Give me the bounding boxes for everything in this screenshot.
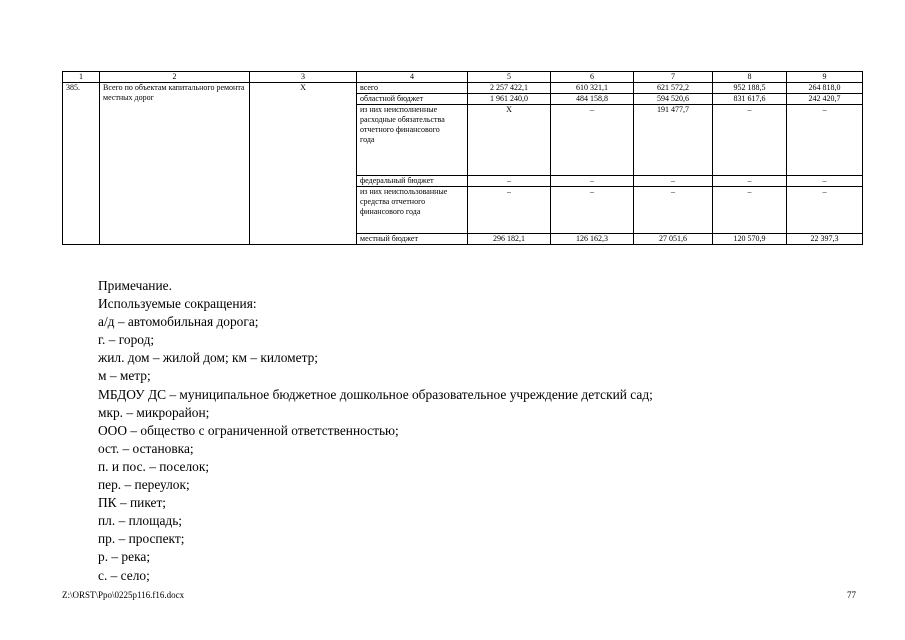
value-cell: 242 420,7 xyxy=(787,94,863,105)
budget-table xyxy=(62,71,863,245)
table-header-row xyxy=(63,72,863,83)
funding-label-cell: областной бюджет xyxy=(357,94,468,105)
value-cell: 1 961 240,0 xyxy=(468,94,551,105)
abbreviations-notes xyxy=(98,277,858,585)
column-header: 9 xyxy=(787,72,863,83)
note-line: м – метр; xyxy=(98,368,151,384)
value-cell: – xyxy=(634,187,713,234)
note-heading: Примечание. xyxy=(98,278,172,293)
value-cell: 610 321,1 xyxy=(551,83,634,94)
note-line: р. – река; xyxy=(98,549,151,565)
funding-label-cell: из них неисполненные расходные обязательства отчетного финансового года xyxy=(357,105,468,176)
col3-cell: Х xyxy=(250,83,357,245)
column-header: 2 xyxy=(100,72,250,83)
footer-page-number: 77 xyxy=(847,590,856,600)
value-cell: – xyxy=(787,105,863,176)
value-cell: 594 520,6 xyxy=(634,94,713,105)
note-line: МБДОУ ДС – муниципальное бюджетное дошкольное образовательное учреждение детский сад; xyxy=(98,386,653,402)
funding-label-cell: из них неиспользованные средства отчетного финансового года xyxy=(357,187,468,234)
column-header: 6 xyxy=(551,72,634,83)
value-cell: 2 257 422,1 xyxy=(468,83,551,94)
value-cell: 27 051,6 xyxy=(634,234,713,245)
funding-label-cell: местный бюджет xyxy=(357,234,468,245)
note-line: ПК – пикет; xyxy=(98,495,167,511)
note-line: пер. – переулок; xyxy=(98,477,190,493)
funding-label-cell: федеральный бюджет xyxy=(357,176,468,187)
value-cell: – xyxy=(551,187,634,234)
value-cell: – xyxy=(634,176,713,187)
value-cell: – xyxy=(551,176,634,187)
note-line: жил. дом – жилой дом; км – километр; xyxy=(98,350,319,366)
value-cell: Х xyxy=(468,105,551,176)
column-header: 7 xyxy=(634,72,713,83)
column-header: 8 xyxy=(713,72,787,83)
note-line: а/д – автомобильная дорога; xyxy=(98,314,259,330)
value-cell: – xyxy=(787,176,863,187)
value-cell: – xyxy=(787,187,863,234)
note-line: пр. – проспект; xyxy=(98,531,185,547)
note-line: г. – город; xyxy=(98,332,155,348)
value-cell: – xyxy=(713,176,787,187)
note-line: Используемые сокращения: xyxy=(98,296,257,312)
value-cell: 952 188,5 xyxy=(713,83,787,94)
row-number-cell: 385. xyxy=(63,83,100,245)
value-cell: 126 162,3 xyxy=(551,234,634,245)
note-line: ООО – общество с ограниченной ответственностью; xyxy=(98,422,399,438)
table-row xyxy=(63,83,863,94)
value-cell: 120 570,9 xyxy=(713,234,787,245)
note-line: ост. – остановка; xyxy=(98,440,194,456)
value-cell: – xyxy=(468,176,551,187)
note-line: мкр. – микрорайон; xyxy=(98,404,210,420)
value-cell: – xyxy=(713,187,787,234)
note-line: пл. – площадь; xyxy=(98,513,183,529)
value-cell: 621 572,2 xyxy=(634,83,713,94)
value-cell: 831 617,6 xyxy=(713,94,787,105)
value-cell: 484 158,8 xyxy=(551,94,634,105)
note-line: п. и пос. – поселок; xyxy=(98,458,210,474)
value-cell: 296 182,1 xyxy=(468,234,551,245)
value-cell: 264 818,0 xyxy=(787,83,863,94)
footer-file-path: Z:\ORST\Ppo\0225p116.f16.docx xyxy=(62,590,185,600)
value-cell: – xyxy=(713,105,787,176)
value-cell: – xyxy=(551,105,634,176)
object-name-cell: Всего по объектам капитального ремонта местных дорог xyxy=(100,83,250,245)
value-cell: 191 477,7 xyxy=(634,105,713,176)
column-header: 4 xyxy=(357,72,468,83)
column-header: 5 xyxy=(468,72,551,83)
value-cell: 22 397,3 xyxy=(787,234,863,245)
column-header: 3 xyxy=(250,72,357,83)
column-header: 1 xyxy=(63,72,100,83)
funding-label-cell: всего xyxy=(357,83,468,94)
note-line: с. – село; xyxy=(98,567,150,583)
value-cell: – xyxy=(468,187,551,234)
